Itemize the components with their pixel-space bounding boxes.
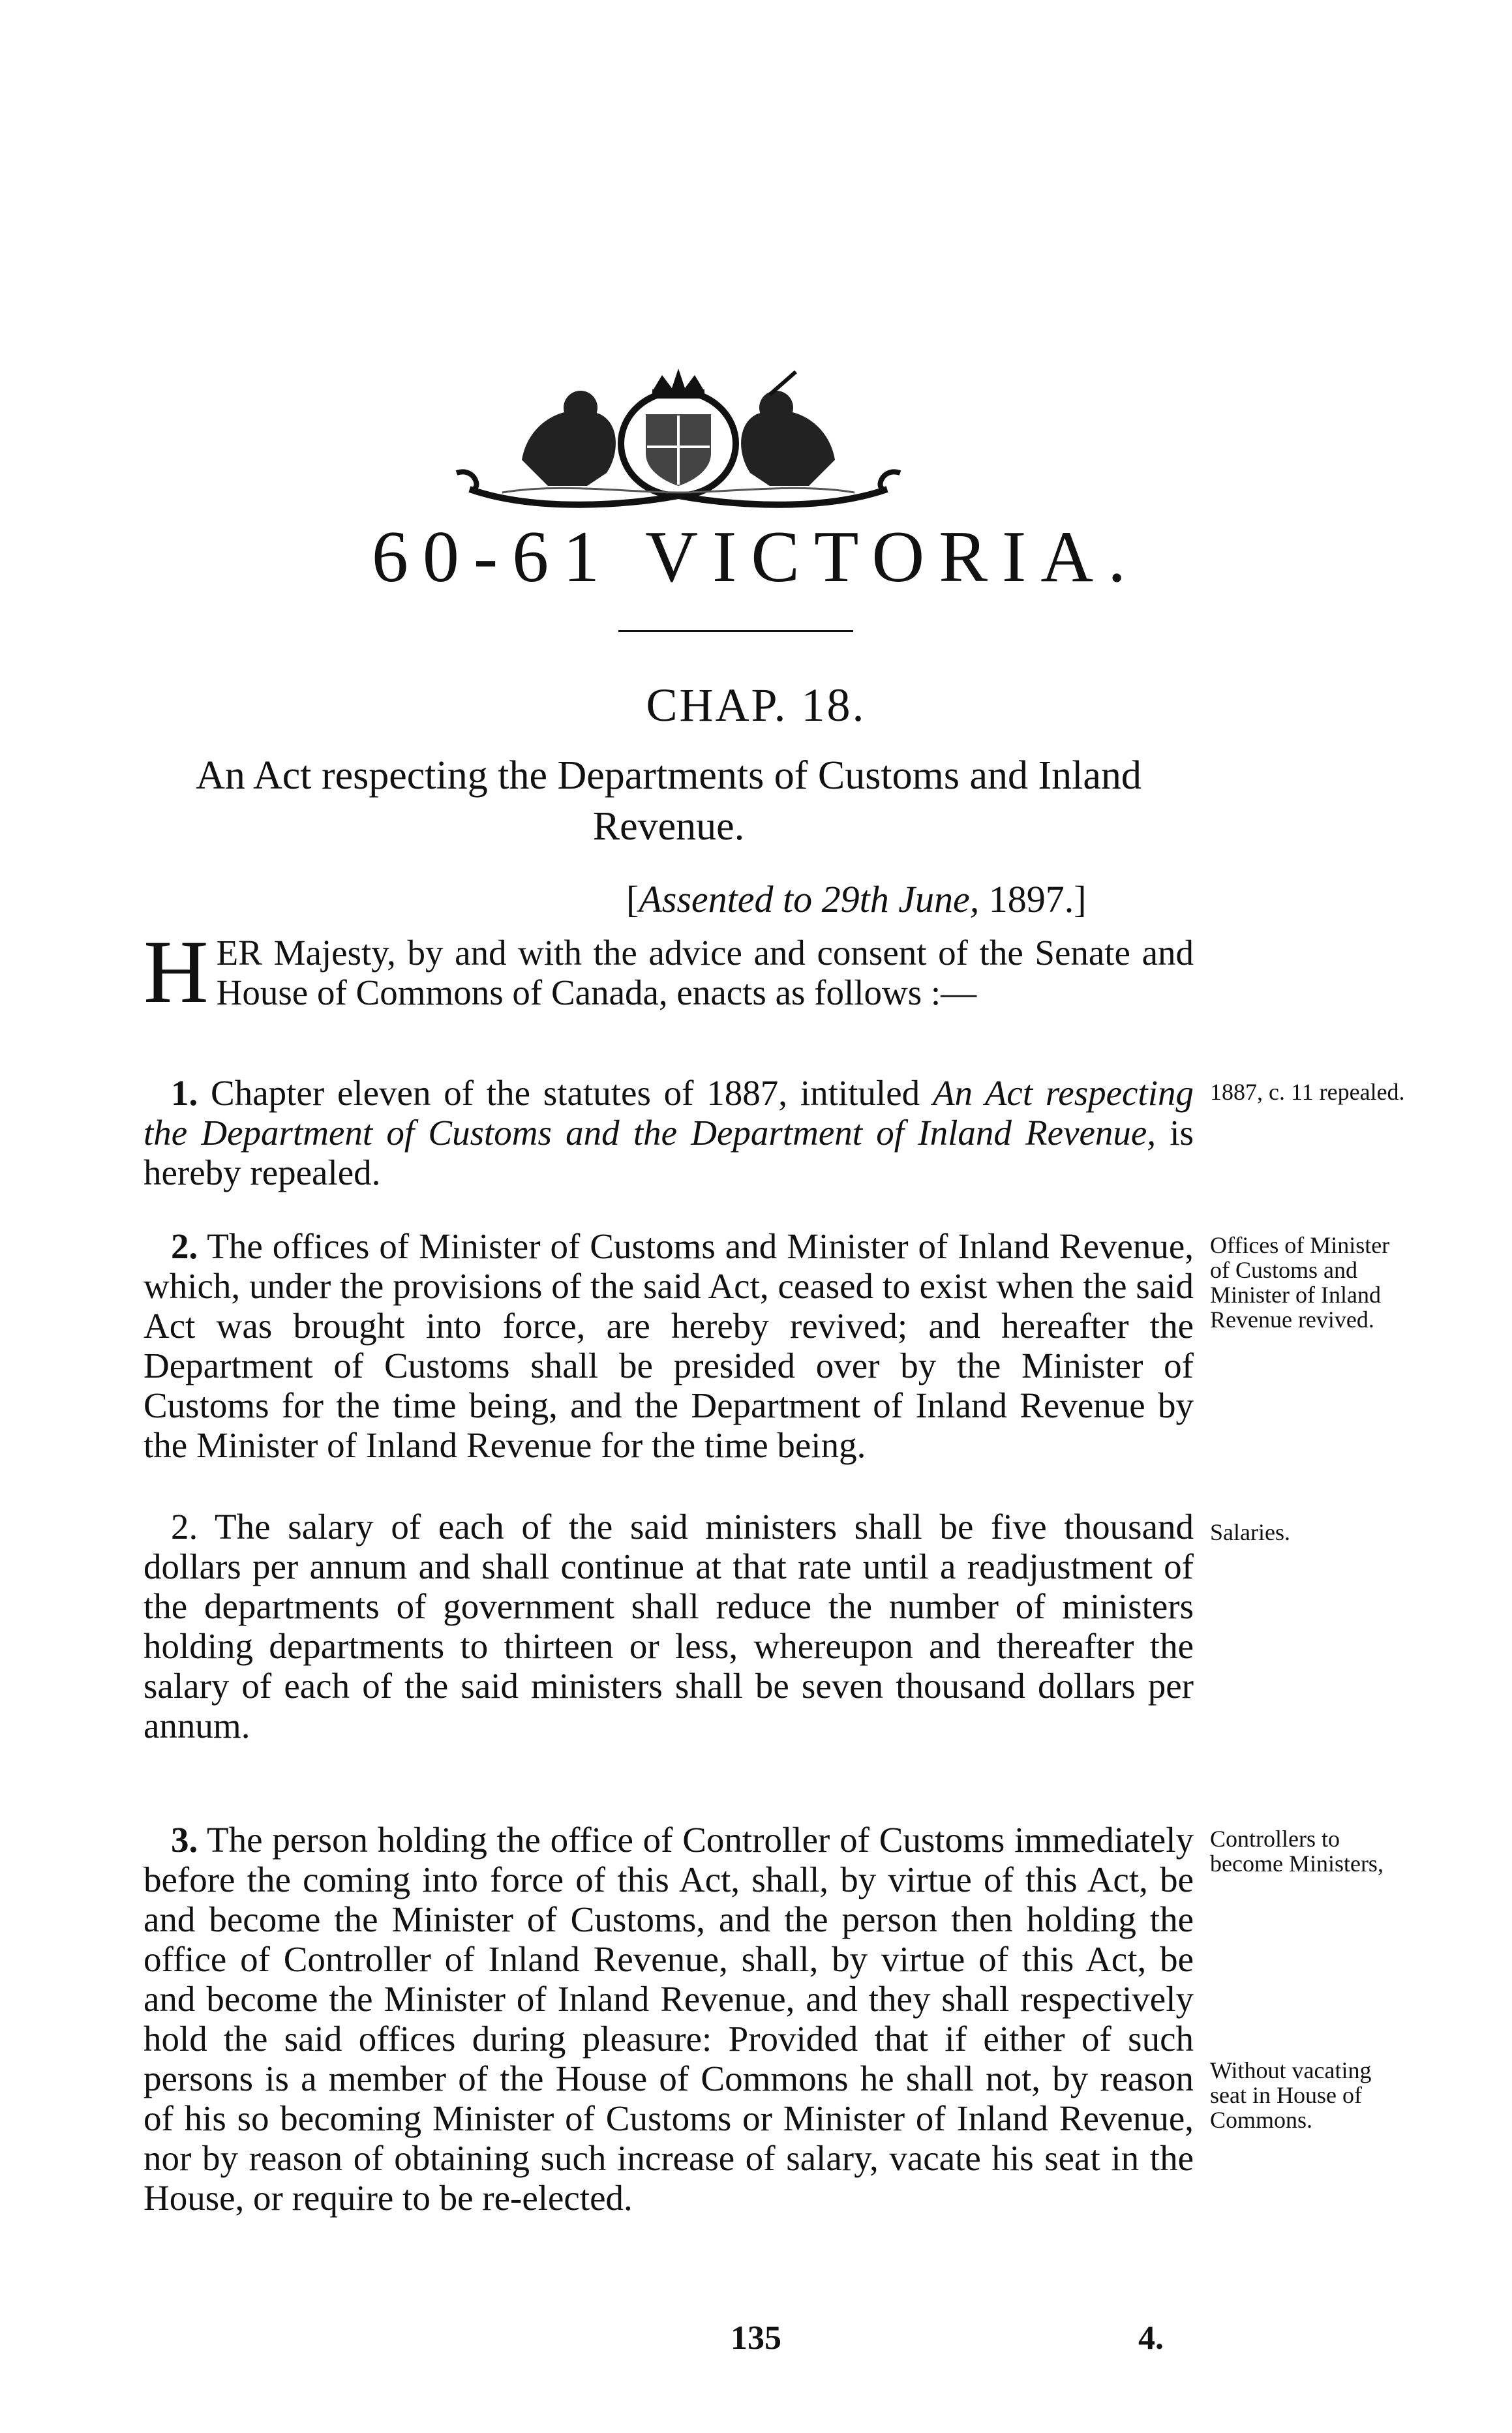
marginal-note-section-3: Controllers to become Ministers,	[1210, 1826, 1383, 1877]
marginal-note-salaries: Salaries.	[1210, 1519, 1290, 1545]
regnal-year-heading: 60-61 VICTORIA.	[371, 517, 1141, 597]
divider-rule	[618, 630, 853, 632]
page-number: 135	[731, 2320, 781, 2357]
catchword: 4.	[1138, 2320, 1164, 2357]
act-title: An Act respecting the Departments of Customs and Inland Revenue.	[196, 753, 1142, 849]
section-3: 3. The person holding the office of Controller of Customs immediately before the coming into force of this Act, shall, by virtue of this Act, be and become the Minister of Customs, and the person then holding the office of Controller of Inland Revenue, shall, by virtue of this Act, be and become the Minister of Inland Revenue, and they shall respectively hold the said offices during pleasure: Provided that if either of such persons is a member of the House of Commons he shall not, by reason of his so becoming Minister of Customs or Minister of Inland Revenue, nor by reason of obtaining such increase of salary, vacate his seat in the House, or require to be re-elected.	[144, 1820, 1194, 2218]
marginal-note-section-1: 1887, c. 11 repealed.	[1210, 1079, 1405, 1105]
marginal-note-section-3-proviso: Without vacating seat in House of Commons.	[1210, 2057, 1372, 2133]
section-1: 1. Chapter eleven of the statutes of 1887, intituled An Act respecting the Department of Customs and the Department of Inland Revenue, is hereby repealed.	[144, 1073, 1194, 1192]
drop-cap: H	[144, 922, 209, 1021]
royal-coat-of-arms	[431, 362, 926, 512]
section-2-subsection-2: 2. The salary of each of the said ministers shall be five thousand dollars per annum and shall continue at that rate until a readjustment of the departments of government shall reduce the number of ministers holding departments to thirteen or less, whereupon and thereafter the salary of each of the said ministers shall be seven thousand dollars per annum.	[144, 1507, 1194, 1745]
marginal-note-section-2: Offices of Minister of Customs and Minister of Inland Revenue revived.	[1210, 1232, 1390, 1333]
preamble: HER Majesty, by and with the advice and consent of the Senate and House of Commons of Canada, enacts as follows :—	[144, 922, 1194, 1021]
assent-date: [Assented to 29th June, 1897.]	[626, 878, 1087, 920]
chapter-number: CHAP. 18.	[646, 679, 866, 731]
section-2: 2. The offices of Minister of Customs and Minister of Inland Revenue, which, under the provisions of the said Act, ceased to exist when the said Act was brought into force, are hereby revived; and hereafter the Department of Customs shall be presided over by the Minister of Customs for the time being, and the Department of Inland Revenue by the Minister of Inland Revenue for the time being.	[144, 1226, 1194, 1465]
